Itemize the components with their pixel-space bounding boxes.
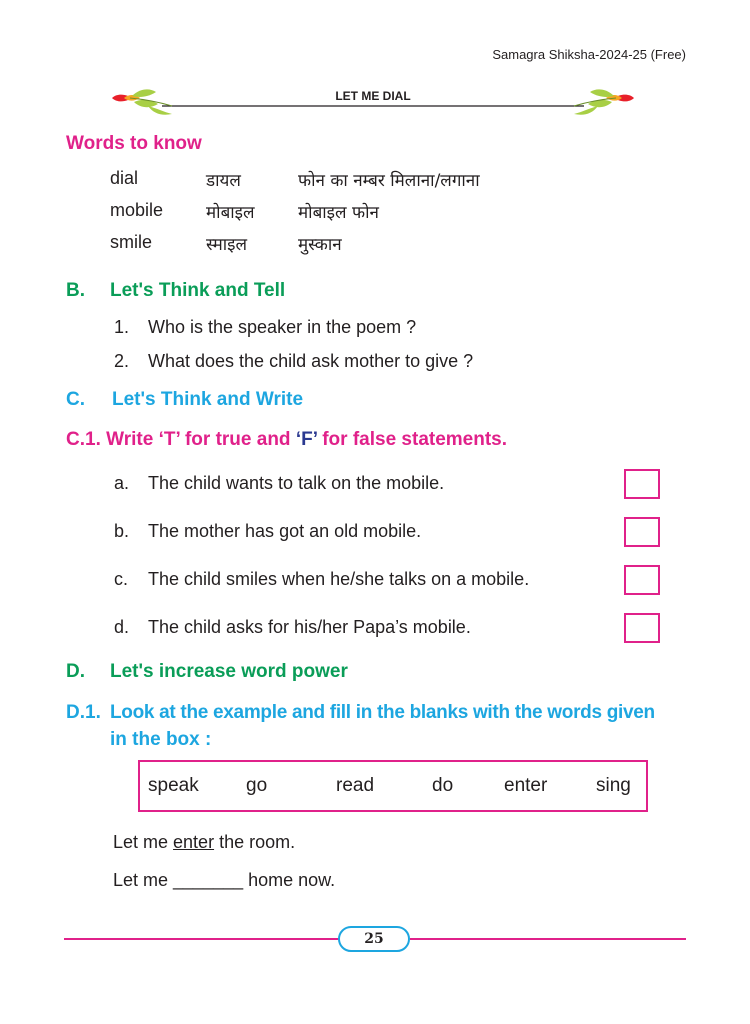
statement-text: The mother has got an old mobile. — [148, 521, 422, 541]
statement-letter: c. — [114, 569, 129, 589]
section-c1-label: C.1. — [66, 429, 101, 450]
word-box — [138, 760, 648, 812]
word-option: go — [246, 775, 268, 796]
tf-answer-box[interactable] — [624, 517, 660, 547]
section-d-label: D. — [66, 661, 85, 682]
section-c-title: Let's Think and Write — [112, 389, 304, 410]
tf-answer-box[interactable] — [624, 469, 660, 499]
section-c1-heading — [66, 429, 507, 451]
question-text: Who is the speaker in the poem ? — [148, 317, 417, 337]
question-number: 1. — [114, 317, 130, 337]
section-d1-title-line2: in the box : — [110, 729, 212, 750]
page-number: 25 — [338, 926, 410, 952]
example-sentence — [113, 832, 295, 853]
section-d1-title-line1: Look at the example and fill in the blanks with the words given — [110, 702, 655, 723]
statement-letter: a. — [114, 473, 130, 493]
exercise-sentence — [113, 870, 335, 891]
page-title: LET ME DIAL — [335, 89, 411, 103]
title-bar — [112, 84, 634, 120]
vocab-word: smile — [110, 232, 153, 252]
vocab-word: dial — [110, 168, 139, 188]
vocab-meaning: मुस्कान — [298, 235, 342, 255]
tf-answer-box[interactable] — [624, 565, 660, 595]
example-suffix: the room. — [214, 832, 296, 852]
words-to-know-heading: Words to know — [66, 133, 202, 154]
footer-divider — [64, 938, 340, 940]
statement-text: The child smiles when he/she talks on a mobile. — [148, 569, 530, 589]
section-b-title: Let's Think and Tell — [110, 280, 286, 301]
statement-item — [114, 617, 594, 641]
tf-answer-box[interactable] — [624, 613, 660, 643]
true-mark: ‘T’ — [158, 429, 180, 450]
example-answer: enter — [173, 832, 215, 852]
vocab-hindi: डायल — [206, 171, 241, 191]
question-item — [114, 317, 614, 341]
footer-divider — [410, 938, 686, 940]
section-c-label: C. — [66, 389, 85, 410]
exercise-suffix: home now. — [243, 870, 336, 890]
word-option: enter — [504, 775, 548, 796]
word-option: do — [432, 775, 454, 796]
statement-text: The child asks for his/her Papa’s mobile. — [148, 617, 471, 637]
statement-text: The child wants to talk on the mobile. — [148, 473, 445, 493]
question-number: 2. — [114, 351, 130, 371]
vocab-word: mobile — [110, 200, 164, 220]
statement-item — [114, 521, 594, 545]
question-text: What does the child ask mother to give ? — [148, 351, 474, 371]
word-option: read — [336, 775, 375, 796]
header-note: Samagra Shiksha-2024-25 (Free) — [492, 47, 686, 62]
section-d1-label: D.1. — [66, 702, 101, 723]
question-item — [114, 351, 614, 375]
vocab-meaning: मोबाइल फोन — [298, 203, 379, 223]
section-d-title: Let's increase word power — [110, 661, 348, 682]
false-mark: ‘F’ — [295, 429, 317, 450]
exercise-blank[interactable]: _______ — [173, 870, 244, 890]
vocab-hindi: स्माइल — [206, 235, 248, 255]
statement-item — [114, 473, 594, 497]
statement-letter: b. — [114, 521, 130, 541]
section-c1-title-part: for true and — [179, 429, 296, 450]
vocab-meaning: फोन का नम्बर मिलाना/लगाना — [298, 171, 480, 191]
example-prefix: Let me — [113, 832, 174, 852]
word-option: speak — [148, 775, 199, 796]
section-b-label: B. — [66, 280, 85, 301]
section-c1-title-part: Write — [106, 429, 159, 450]
vocab-hindi: मोबाइल — [206, 203, 255, 223]
word-option: sing — [596, 775, 631, 796]
exercise-prefix: Let me — [113, 870, 174, 890]
section-c1-title-part: for false statements. — [316, 429, 508, 450]
statement-letter: d. — [114, 617, 130, 637]
statement-item — [114, 569, 594, 593]
